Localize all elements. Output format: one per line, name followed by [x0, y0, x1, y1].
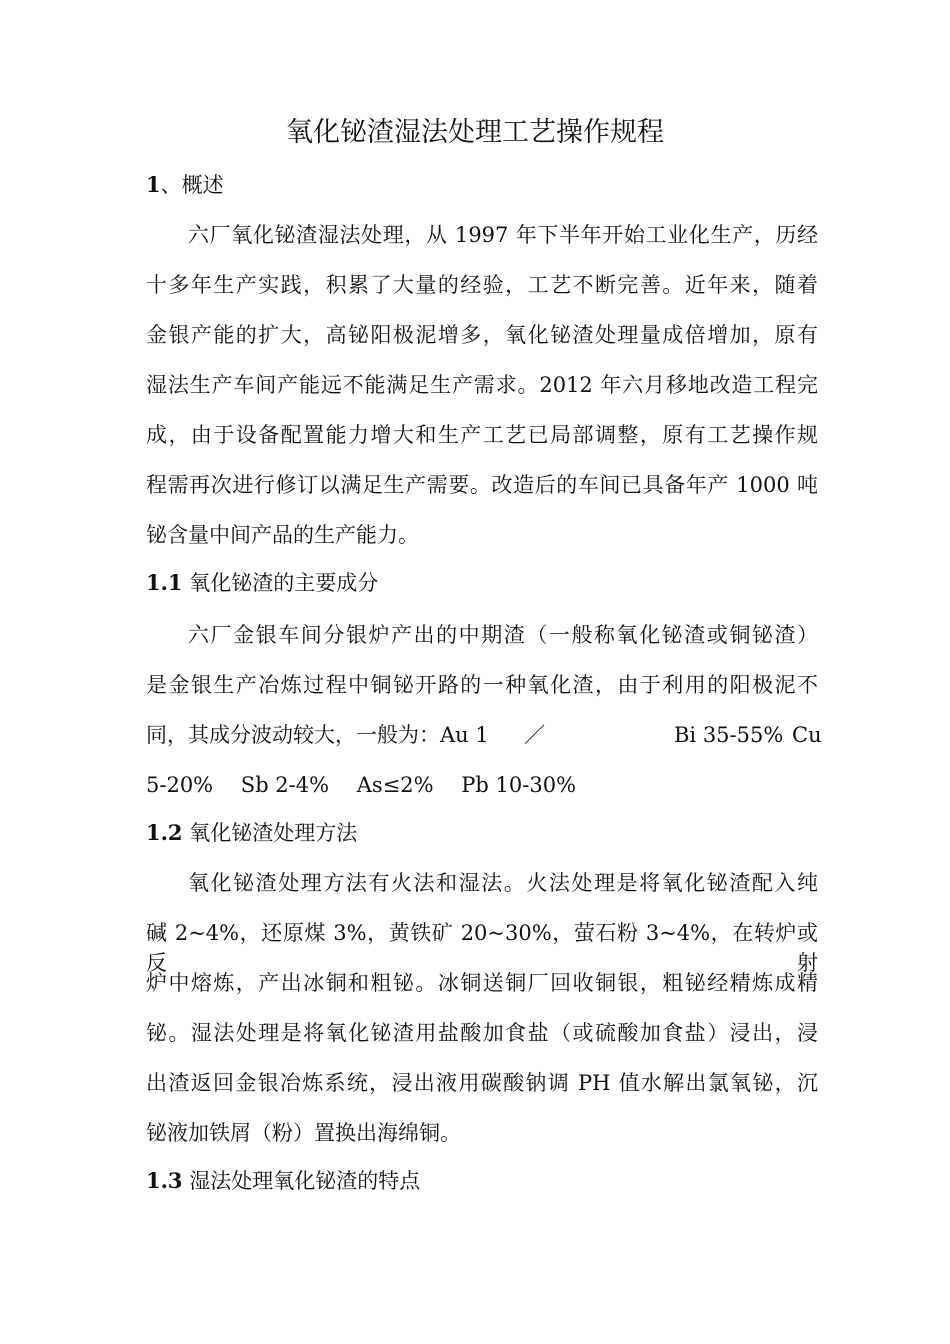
paragraph-line: 铋液加铁屑（粉）置换出海绵铜。 — [146, 1121, 461, 1145]
paragraph-line: 铋。湿法处理是将氧化铋渣用盐酸加食盐（或硫酸加食盐）浸出，浸 — [146, 1021, 818, 1045]
section-title: 湿法处理氧化铋渣的特点 — [182, 1169, 421, 1193]
paragraph-line: 炉中熔炼，产出冰铜和粗铋。冰铜送铜厂回收铜银，粗铋经精炼成精 — [146, 971, 818, 995]
section-heading-1 — [146, 170, 818, 200]
paragraph-line: 是金银生产冶炼过程中铜铋开路的一种氧化渣，由于利用的阳极泥不 — [146, 673, 818, 697]
paragraph-line: 金银产能的扩大，高铋阳极泥增多，氧化铋渣处理量成倍增加，原有 — [146, 323, 818, 347]
section-number: 1.2 — [146, 820, 183, 845]
paragraph-line: 成，由于设备配置能力增大和生产工艺已局部调整，原有工艺操作规 — [146, 423, 818, 447]
paragraph-line: 碱 2~4%，还原煤 3%，黄铁矿 20~30%，萤石粉 3~4%，在转炉或反射 — [146, 921, 818, 975]
section-number: 1 — [146, 172, 161, 197]
section-heading-1-3 — [146, 1166, 818, 1196]
paragraph-line: 程需再次进行修订以满足生产需要。改造后的车间已具备年产 1000 吨 — [146, 473, 818, 497]
paragraph-line: 湿法生产车间产能远不能满足生产需求。2012 年六月移地改造工程完 — [146, 373, 818, 397]
paragraph-line: 六厂氧化铋渣湿法处理，从 1997 年下半年开始工业化生产，历经 — [188, 223, 818, 247]
section-number: 1.1 — [146, 570, 183, 595]
composition-slash: ／ — [524, 723, 545, 747]
composition-cu: Cu — [792, 723, 822, 747]
paragraph-line: 氧化铋渣处理方法有火法和湿法。火法处理是将氧化铋渣配入纯 — [188, 871, 818, 895]
section-title: 氧化铋渣处理方法 — [182, 821, 358, 845]
paragraph-line: 出渣返回金银冶炼系统，浸出液用碳酸钠调 PH 值水解出氯氧铋，沉 — [146, 1071, 818, 1095]
composition-bi: Bi 35-55% — [674, 723, 784, 747]
section-number: 1.3 — [146, 1168, 183, 1193]
section-heading-1-1 — [146, 568, 818, 598]
composition-text: 同，其成分波动较大，一般为：Au 1 — [146, 723, 489, 747]
section-heading-1-2 — [146, 818, 818, 848]
paragraph-line: 十多年生产实践，积累了大量的经验，工艺不断完善。近年来，随着 — [146, 273, 818, 297]
paragraph-line: 铋含量中间产品的生产能力。 — [146, 523, 419, 547]
paragraph-line: 5-20% Sb 2-4% As≤2% Pb 10-30% — [146, 773, 577, 797]
section-title: 、概述 — [160, 173, 224, 197]
document-title: 氧化铋渣湿法处理工艺操作规程 — [286, 117, 664, 148]
paragraph-line: 六厂金银车间分银炉产出的中期渣（一般称氧化铋渣或铜铋渣） — [188, 623, 818, 647]
section-title: 氧化铋渣的主要成分 — [182, 571, 379, 595]
